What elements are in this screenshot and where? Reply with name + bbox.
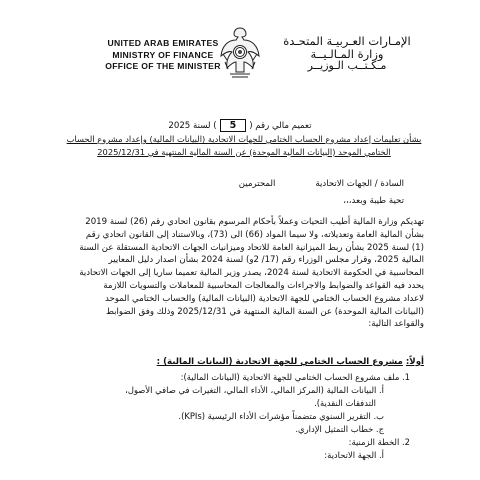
- list-item-text: الخطة الزمنية:: [348, 437, 400, 447]
- list-item-number: أ.: [379, 450, 384, 460]
- addressee-line: [144, 179, 404, 189]
- circular-prefix: تعميم مالي رقم (: [249, 121, 312, 131]
- body-line: تهديكم وزارة المالية أطيب التحيات وعملاً بأحكام المرسوم بقانون اتحادي رقم (26) لسنة 2019: [85, 217, 424, 227]
- circular-number-line: [0, 119, 480, 132]
- body-line: المحاسبية في الحكومة الاتحادية لسنة 2024، يصدر وزير المالية تعميما ساريا إلى الجهات الاتحادية: [79, 268, 424, 279]
- list-item-text: ملف مشروع الحساب الختامي للجهة الاتحادية (البيانات المالية):: [180, 372, 400, 382]
- subject-line-1: بشأن تعليمات إعداد مشروع الحساب الختامي للجهات الاتحادية (البيانات المالية) وإعداد مشروع الحساب: [66, 134, 422, 144]
- circular-number-box: 5: [220, 119, 247, 132]
- requirements-list: [54, 371, 424, 462]
- letterhead-en-line-1: UNITED ARAB EMIRATES: [107, 38, 219, 48]
- subject-block: [64, 133, 424, 158]
- body-line: والقواعد التالية:: [368, 319, 424, 330]
- greeting: تحية طيبة وبعد،،،: [343, 196, 404, 206]
- uae-emblem-icon: [218, 22, 262, 82]
- list-item-text: خطاب التمثيل الإداري.: [295, 424, 374, 434]
- letterhead-ar-line-3: مـكـتــب الـوزيــر: [307, 59, 387, 72]
- circular-suffix: ) لسنة 2025: [168, 121, 217, 131]
- list-item: [54, 423, 424, 436]
- body-line: (البيانات المالية الموحدة) عن السنة المالية المنتهية في 2025/12/31 وذلك وفق الضوابط: [105, 306, 424, 317]
- letterhead-english: [88, 38, 238, 73]
- list-item-number: ب.: [373, 411, 384, 421]
- body-paragraph: [56, 216, 424, 331]
- body-line: لاعداد مشروع الحساب الختامي للجهة الاتحادية (البيانات المالية) والحساب الختامي الموحد: [105, 293, 424, 304]
- list-item-number: 2.: [401, 437, 410, 447]
- list-item-text: التقرير السنوي متضمناً مؤشرات الأداء الرئيسية (KPIs).: [178, 411, 371, 421]
- letterhead-en-line-3: OFFICE OF THE MINISTER: [105, 61, 221, 71]
- addressee: السادة / الجهات الاتحادية: [315, 179, 404, 189]
- list-item: [54, 384, 424, 397]
- list-item: [54, 397, 424, 410]
- body-line: (1) لسنة 2025 بشأن ربط الميزانية العامة للاتحاد وميزانيات الجهات الاتحادية المستقلة عن السنة: [79, 242, 424, 253]
- list-item-text: الجهة الاتحادية:: [324, 450, 377, 460]
- section-label: أولاً:: [405, 357, 424, 367]
- section-heading: [64, 357, 424, 367]
- letterhead-arabic: [272, 35, 422, 73]
- list-item: [54, 410, 424, 423]
- section-title: مشروع الحساب الختامي للجهة الاتحادية (البيانات المالية) :: [156, 357, 403, 367]
- subject-line-2: الختامي الموحد (البيانات المالية الموحدة) عن السنة المالية المنتهية في 2025/12/31: [97, 146, 391, 157]
- body-line: المالية 2025، وقرار مجلس الوزراء رقم (17/ 2و) لسنة 2024 بشأن اصدار دليل المعايير: [108, 255, 424, 266]
- body-line: يحدد فيه القواعد والضوابط والاجراءات والمعالجات المحاسبية للمعاملات والتسويات اللازمة: [103, 280, 424, 291]
- list-item: [54, 371, 424, 384]
- list-item-number: 1.: [401, 372, 410, 382]
- letterhead-ar-line-2: وزارة المـالـيــة: [310, 46, 384, 61]
- list-item-text: البيانات المالية (المركز المالي، الأداء المالي، التغيرات في صافي الأصول،: [125, 385, 377, 395]
- letterhead-en-line-2: MINISTRY OF FINANCE: [112, 49, 214, 60]
- list-item-number: أ.: [379, 385, 384, 395]
- list-item: [54, 449, 424, 462]
- list-item-text: التدفقات النقدية).: [314, 398, 376, 408]
- list-item: [54, 436, 424, 449]
- letterhead-ar-line-1: الإمـارات العـربيـة المتحـدة: [283, 34, 411, 48]
- honorific: المحترمين: [238, 179, 276, 189]
- body-line: بشأن المالية العامة وتعديلاته، ولا سيما المواد (66) الى (73)، وبالاستناد إلى القانون اتحادي رقم: [85, 229, 424, 240]
- list-item-number: ج.: [375, 424, 384, 434]
